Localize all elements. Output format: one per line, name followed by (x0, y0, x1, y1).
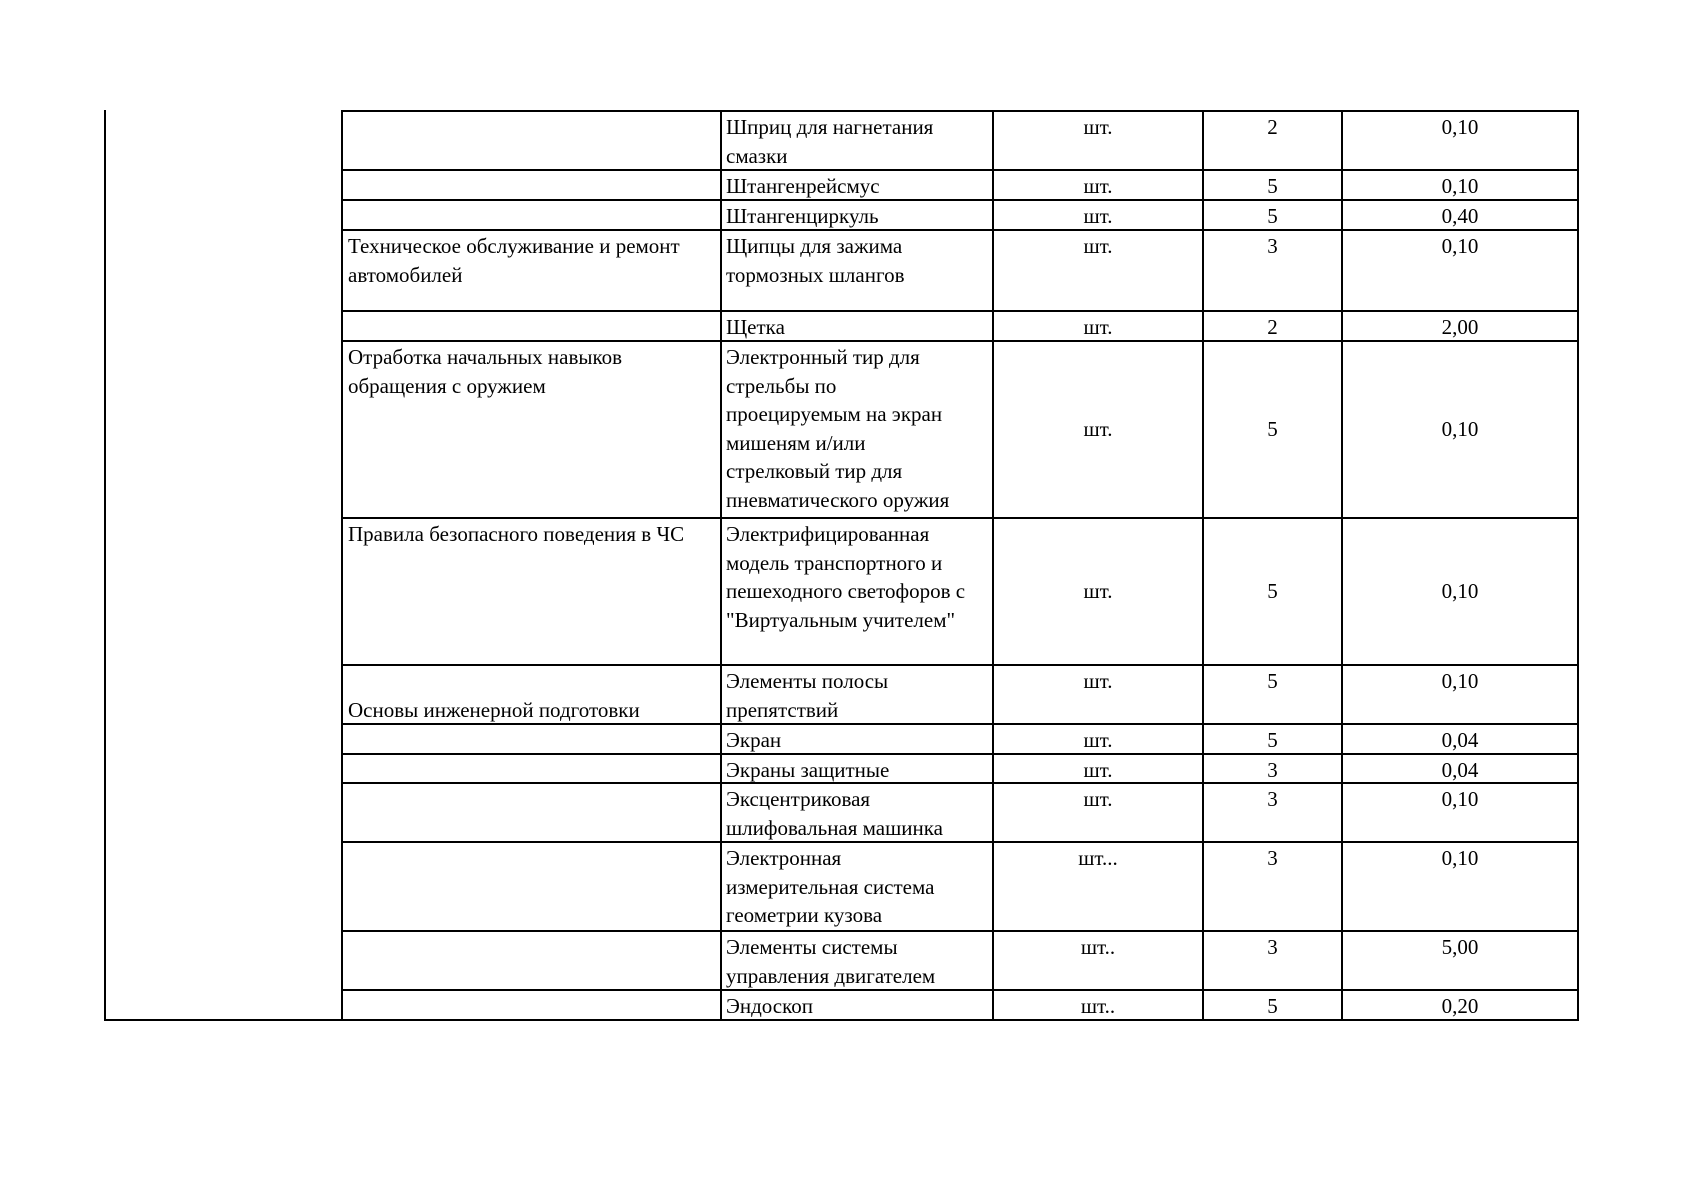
quantity-cell: 5 (1267, 669, 1278, 693)
section-cell: Техническое обслуживание и ремонт автомобилей (348, 234, 680, 287)
norm-cell: 0,10 (1441, 669, 1479, 693)
norm-cell: 0,10 (1441, 417, 1479, 441)
norm-cell: 2,00 (1441, 315, 1479, 339)
item-name-cell: Штангенциркуль (726, 204, 879, 228)
item-name-cell: Щетка (726, 315, 785, 339)
quantity-cell: 5 (1267, 579, 1278, 603)
norm-cell: 0,10 (1441, 787, 1479, 811)
quantity-cell: 5 (1267, 204, 1278, 228)
unit-cell: шт. (1083, 728, 1113, 752)
quantity-cell: 3 (1267, 846, 1278, 870)
quantity-cell: 5 (1267, 417, 1278, 441)
item-name-cell: Экран (726, 728, 782, 752)
item-name-cell: Электронная измерительная система геометрии кузова (726, 846, 935, 927)
unit-cell: шт. (1083, 315, 1113, 339)
unit-cell: шт. (1083, 204, 1113, 228)
item-name-cell: Шприц для нагнетания смазки (726, 115, 934, 168)
row-divider (341, 930, 1579, 932)
unit-cell: шт. (1083, 579, 1113, 603)
item-name-cell: Электрифицированная модель транспортного и пешеходного светофоров с "Виртуальным учителем" (726, 522, 966, 632)
norm-cell: 0,20 (1441, 994, 1479, 1018)
quantity-cell: 3 (1267, 787, 1278, 811)
item-name-cell: Экраны защитные (726, 758, 890, 782)
quantity-cell: 3 (1267, 935, 1278, 959)
norm-cell: 0,04 (1441, 728, 1479, 752)
unit-cell: шт. (1083, 417, 1113, 441)
unit-cell: шт. (1083, 758, 1113, 782)
row-divider (341, 664, 1579, 666)
item-name-cell: Эндоскоп (726, 994, 814, 1018)
norm-cell: 0,10 (1441, 579, 1479, 603)
unit-cell: шт.. (1080, 935, 1116, 959)
row-divider (341, 110, 1579, 112)
item-name-cell: Элементы полосы препятствий (726, 669, 889, 722)
column-divider (341, 110, 343, 1021)
norm-cell: 0,04 (1441, 758, 1479, 782)
section-cell: Основы инженерной подготовки (348, 698, 640, 722)
quantity-cell: 3 (1267, 234, 1278, 258)
norm-cell: 0,40 (1441, 204, 1479, 228)
section-cell: Правила безопасного поведения в ЧС (348, 522, 685, 546)
item-name-cell: Электронный тир для стрельбы по проецируемым на экран мишеням и/или стрелковый тир для пневматического оружия (726, 345, 950, 512)
unit-cell: шт. (1083, 669, 1113, 693)
item-name-cell: Эксцентриковая шлифовальная машинка (726, 787, 943, 840)
unit-cell: шт. (1083, 234, 1113, 258)
unit-cell: шт. (1083, 787, 1113, 811)
quantity-cell: 3 (1267, 758, 1278, 782)
unit-cell: шт.. (1080, 994, 1116, 1018)
item-name-cell: Щипцы для зажима тормозных шлангов (726, 234, 905, 287)
norm-cell: 0,10 (1441, 115, 1479, 139)
unit-cell: шт... (1078, 846, 1118, 870)
quantity-cell: 5 (1267, 728, 1278, 752)
norm-cell: 0,10 (1441, 234, 1479, 258)
item-name-cell: Элементы системы управления двигателем (726, 935, 936, 988)
column-divider (1577, 110, 1579, 1021)
unit-cell: шт. (1083, 174, 1113, 198)
unit-cell: шт. (1083, 115, 1113, 139)
row-divider (341, 310, 1579, 312)
row-divider (341, 517, 1579, 519)
quantity-cell: 5 (1267, 994, 1278, 1018)
norm-cell: 0,10 (1441, 846, 1479, 870)
quantity-cell: 2 (1267, 315, 1278, 339)
norm-cell: 5,00 (1441, 935, 1479, 959)
item-name-cell: Штангенрейсмус (726, 174, 880, 198)
quantity-cell: 5 (1267, 174, 1278, 198)
quantity-cell: 2 (1267, 115, 1278, 139)
outer-left-border (104, 110, 106, 1021)
norm-cell: 0,10 (1441, 174, 1479, 198)
section-cell: Отработка начальных навыков обращения с оружием (348, 345, 623, 398)
